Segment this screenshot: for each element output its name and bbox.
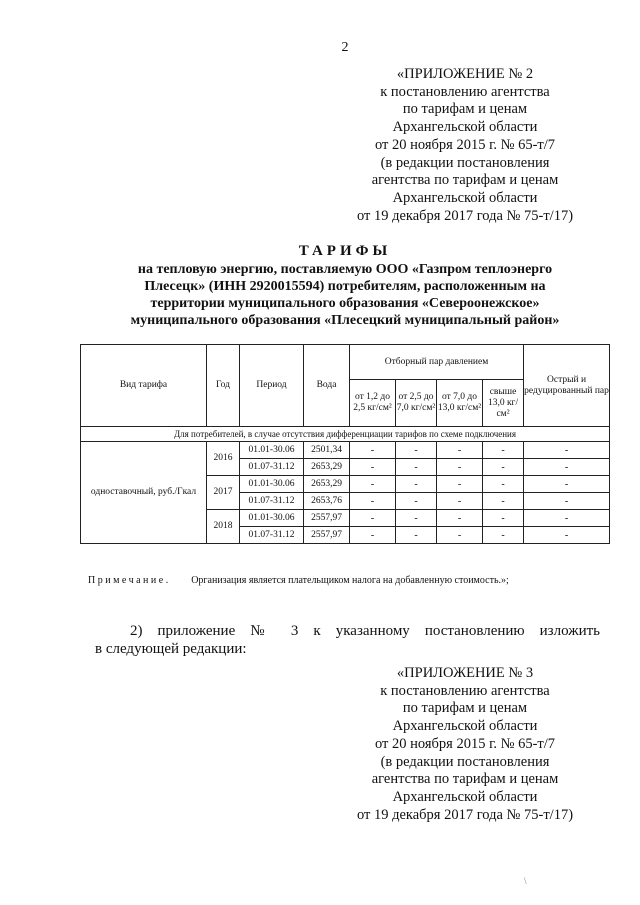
pressure-3-cell: - bbox=[437, 459, 483, 476]
consumer-category: Для потребителей, в случае отсутствия дифференциации тарифов по схеме подключения bbox=[81, 427, 610, 442]
appendix-line: агентства по тарифам и ценам bbox=[371, 172, 559, 189]
appendix-line: (в редакции постановления bbox=[380, 753, 550, 770]
period-cell: 01.07-31.12 bbox=[240, 459, 304, 476]
appendix-2-header bbox=[330, 66, 600, 225]
water-cell: 2557,97 bbox=[304, 527, 350, 544]
water-cell: 2653,76 bbox=[304, 493, 350, 510]
sharp-steam-cell: - bbox=[524, 493, 610, 510]
pressure-4-cell: - bbox=[483, 476, 524, 493]
table-row bbox=[81, 442, 610, 459]
paragraph-line: 2) приложение № 3 к указанному постановлению изложить bbox=[130, 623, 600, 639]
pressure-2-cell: - bbox=[396, 510, 437, 527]
table-note bbox=[88, 575, 509, 586]
period-cell: 01.07-31.12 bbox=[240, 527, 304, 544]
paragraph-line: в следующей редакции: bbox=[95, 641, 247, 657]
pressure-3-cell: - bbox=[437, 476, 483, 493]
water-cell: 2653,29 bbox=[304, 459, 350, 476]
heading-line: муниципального образования «Плесецкий муниципальный район» bbox=[130, 313, 560, 328]
water-cell: 2557,97 bbox=[304, 510, 350, 527]
pressure-4-cell: - bbox=[483, 442, 524, 459]
sharp-steam-cell: - bbox=[524, 510, 610, 527]
pressure-2-cell: - bbox=[396, 459, 437, 476]
header-water: Вода bbox=[304, 345, 350, 427]
appendix-line: от 19 декабря 2017 года № 75-т/17) bbox=[356, 207, 574, 224]
header-period: Период bbox=[240, 345, 304, 427]
heading-line: на тепловую энергию, поставляемую ООО «Газпром теплоэнерго bbox=[137, 262, 553, 277]
pressure-1-cell: - bbox=[350, 510, 396, 527]
header-extraction-steam: Отборный пар давлением bbox=[350, 345, 524, 380]
period-cell: 01.01-30.06 bbox=[240, 510, 304, 527]
appendix-line: по тарифам и ценам bbox=[402, 700, 528, 717]
pressure-1-cell: - bbox=[350, 442, 396, 459]
pressure-2-cell: - bbox=[396, 493, 437, 510]
sharp-steam-cell: - bbox=[524, 476, 610, 493]
table-span-row bbox=[81, 427, 610, 442]
period-cell: 01.01-30.06 bbox=[240, 476, 304, 493]
appendix-3-header bbox=[330, 665, 600, 824]
water-cell: 2653,29 bbox=[304, 476, 350, 493]
header-year: Год bbox=[207, 345, 240, 427]
pressure-1-cell: - bbox=[350, 459, 396, 476]
year-cell: 2018 bbox=[207, 510, 240, 544]
amendment-paragraph bbox=[95, 622, 600, 658]
period-cell: 01.01-30.06 bbox=[240, 442, 304, 459]
appendix-line: агентства по тарифам и ценам bbox=[371, 771, 559, 788]
appendix-line: «ПРИЛОЖЕНИЕ № 2 bbox=[396, 66, 534, 82]
tariff-table bbox=[80, 344, 610, 544]
appendix-line: Архангельской области bbox=[392, 189, 538, 206]
appendix-line: от 20 ноября 2015 г. № 65-т/7 bbox=[374, 735, 556, 752]
pressure-1-cell: - bbox=[350, 527, 396, 544]
appendix-line: «ПРИЛОЖЕНИЕ № 3 bbox=[396, 665, 534, 681]
heading-line: территории муниципального образования «Североонежское» bbox=[150, 296, 540, 311]
pressure-4-cell: - bbox=[483, 510, 524, 527]
pressure-2-cell: - bbox=[396, 476, 437, 493]
page-number: 2 bbox=[341, 40, 349, 55]
pressure-4-cell: - bbox=[483, 493, 524, 510]
pressure-1-cell: - bbox=[350, 493, 396, 510]
pressure-3-cell: - bbox=[437, 442, 483, 459]
header-pressure-2: от 2,5 до 7,0 кг/см² bbox=[396, 380, 437, 427]
pressure-4-cell: - bbox=[483, 459, 524, 476]
appendix-line: к постановлению агентства bbox=[380, 682, 550, 699]
appendix-line: по тарифам и ценам bbox=[402, 101, 528, 118]
tariffs-heading bbox=[80, 241, 610, 329]
year-cell: 2016 bbox=[207, 442, 240, 476]
header-pressure-1: от 1,2 до 2,5 кг/см² bbox=[350, 380, 396, 427]
appendix-line: Архангельской области bbox=[392, 788, 538, 805]
period-cell: 01.07-31.12 bbox=[240, 493, 304, 510]
appendix-line: Архангельской области bbox=[392, 718, 538, 735]
header-pressure-4: свыше 13,0 кг/см² bbox=[483, 380, 524, 427]
sharp-steam-cell: - bbox=[524, 527, 610, 544]
sharp-steam-cell: - bbox=[524, 442, 610, 459]
pressure-3-cell: - bbox=[437, 493, 483, 510]
tariff-type-cell: одноставочный, руб./Гкал bbox=[81, 442, 207, 544]
appendix-line: (в редакции постановления bbox=[380, 154, 550, 171]
scan-mark: \ bbox=[524, 876, 527, 886]
pressure-4-cell: - bbox=[483, 527, 524, 544]
pressure-3-cell: - bbox=[437, 510, 483, 527]
pressure-3-cell: - bbox=[437, 527, 483, 544]
header-pressure-3: от 7,0 до 13,0 кг/см² bbox=[437, 380, 483, 427]
pressure-2-cell: - bbox=[396, 527, 437, 544]
water-cell: 2501,34 bbox=[304, 442, 350, 459]
header-sharp-steam: Острый и редуцированный пар bbox=[524, 345, 610, 427]
appendix-line: от 20 ноября 2015 г. № 65-т/7 bbox=[374, 136, 556, 153]
pressure-1-cell: - bbox=[350, 476, 396, 493]
heading-line: Плесецк» (ИНН 2920015594) потребителям, расположенным на bbox=[144, 279, 546, 294]
note-label: Примечание. bbox=[88, 575, 171, 586]
sharp-steam-cell: - bbox=[524, 459, 610, 476]
table-header-row bbox=[81, 345, 610, 380]
year-cell: 2017 bbox=[207, 476, 240, 510]
appendix-line: к постановлению агентства bbox=[380, 83, 550, 100]
tariffs-title: ТАРИФЫ bbox=[298, 243, 392, 259]
appendix-line: Архангельской области bbox=[392, 119, 538, 136]
note-text: Организация является плательщиком налога на добавленную стоимость.»; bbox=[191, 575, 509, 586]
header-tariff-type: Вид тарифа bbox=[81, 345, 207, 427]
pressure-2-cell: - bbox=[396, 442, 437, 459]
appendix-line: от 19 декабря 2017 года № 75-т/17) bbox=[356, 806, 574, 823]
